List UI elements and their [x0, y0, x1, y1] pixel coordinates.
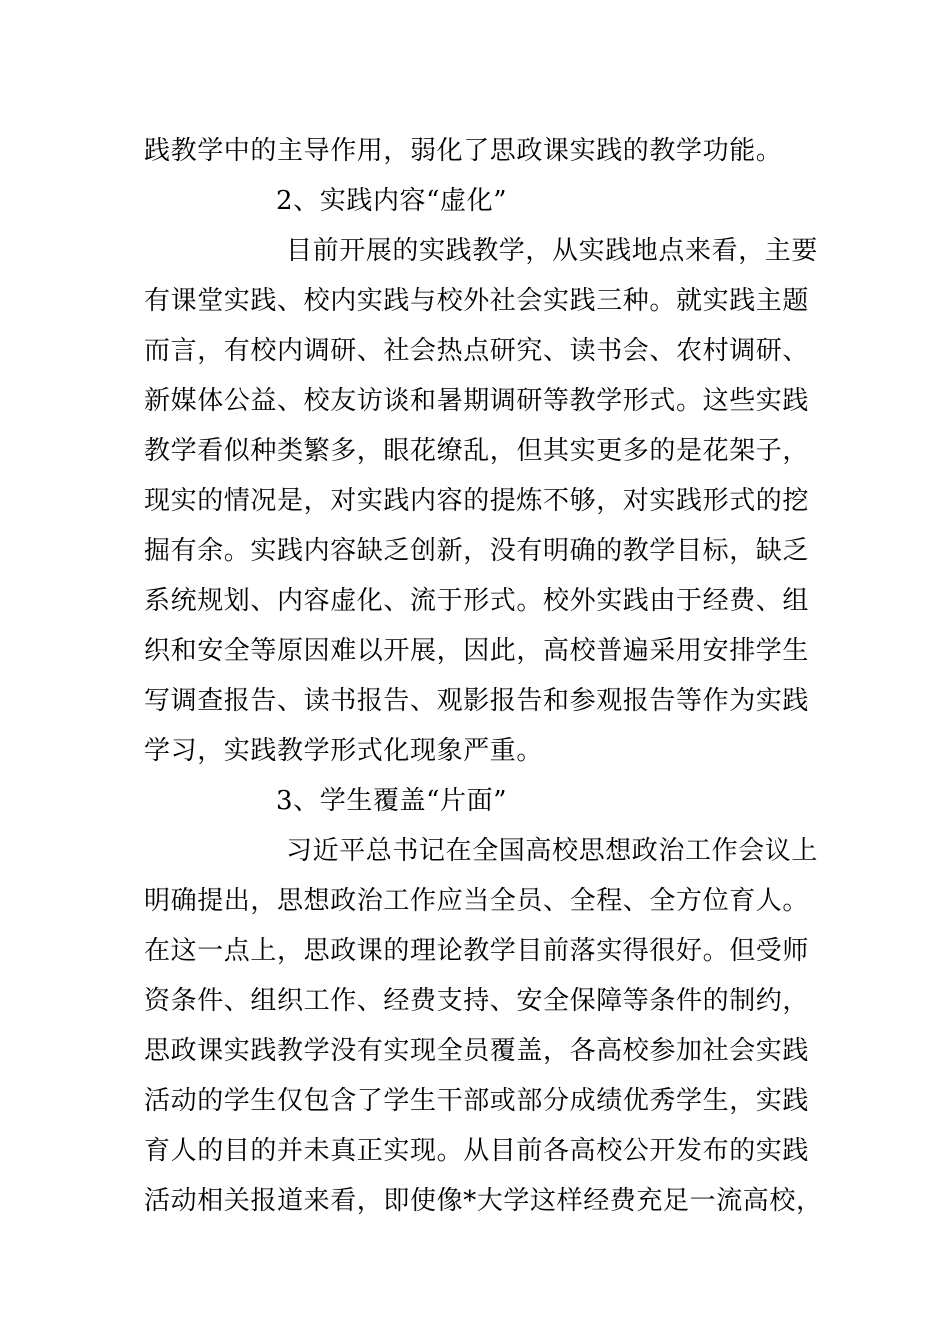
- paragraph-3-line-2: 明确提出，思想政治工作应当全员、全程、全方位育人。: [144, 886, 810, 916]
- paragraph-3-line-7: 育人的目的并未真正实现。从目前各高校公开发布的实践: [144, 1136, 810, 1166]
- section-heading-3: 3、学生覆盖“片面”: [276, 786, 508, 816]
- paragraph-2-line-3: 而言，有校内调研、社会热点研究、读书会、农村调研、: [144, 336, 810, 366]
- paragraph-1-line-1: 践教学中的主导作用，弱化了思政课实践的教学功能。: [144, 136, 783, 166]
- paragraph-2-line-6: 现实的情况是，对实践内容的提炼不够，对实践形式的挖: [144, 486, 810, 516]
- paragraph-3-line-3: 在这一点上，思政课的理论教学目前落实得很好。但受师: [144, 936, 810, 966]
- paragraph-2-line-9: 织和安全等原因难以开展，因此，高校普遍采用安排学生: [144, 636, 810, 666]
- paragraph-2-line-1: 目前开展的实践教学，从实践地点来看，主要: [286, 236, 819, 266]
- paragraph-2-line-11: 学习，实践教学形式化现象严重。: [144, 736, 544, 766]
- paragraph-2-line-8: 系统规划、内容虚化、流于形式。校外实践由于经费、组: [144, 586, 810, 616]
- paragraph-3-line-8: 活动相关报道来看，即使像*大学这样经费充足一流高校，: [144, 1186, 823, 1216]
- paragraph-3-line-1: 习近平总书记在全国高校思想政治工作会议上: [286, 836, 819, 866]
- paragraph-2-line-10: 写调查报告、读书报告、观影报告和参观报告等作为实践: [144, 686, 810, 716]
- paragraph-2-line-5: 教学看似种类繁多，眼花缭乱，但其实更多的是花架子，: [144, 436, 810, 466]
- paragraph-2-line-7: 掘有余。实践内容缺乏创新，没有明确的教学目标，缺乏: [144, 536, 810, 566]
- paragraph-3-line-5: 思政课实践教学没有实现全员覆盖，各高校参加社会实践: [144, 1036, 810, 1066]
- paragraph-2-line-4: 新媒体公益、校友访谈和暑期调研等教学形式。这些实践: [144, 386, 810, 416]
- paragraph-3-line-4: 资条件、组织工作、经费支持、安全保障等条件的制约，: [144, 986, 810, 1016]
- paragraph-2-line-2: 有课堂实践、校内实践与校外社会实践三种。就实践主题: [144, 286, 810, 316]
- section-heading-2: 2、实践内容“虚化”: [276, 186, 508, 216]
- paragraph-3-line-6: 活动的学生仅包含了学生干部或部分成绩优秀学生，实践: [144, 1086, 810, 1116]
